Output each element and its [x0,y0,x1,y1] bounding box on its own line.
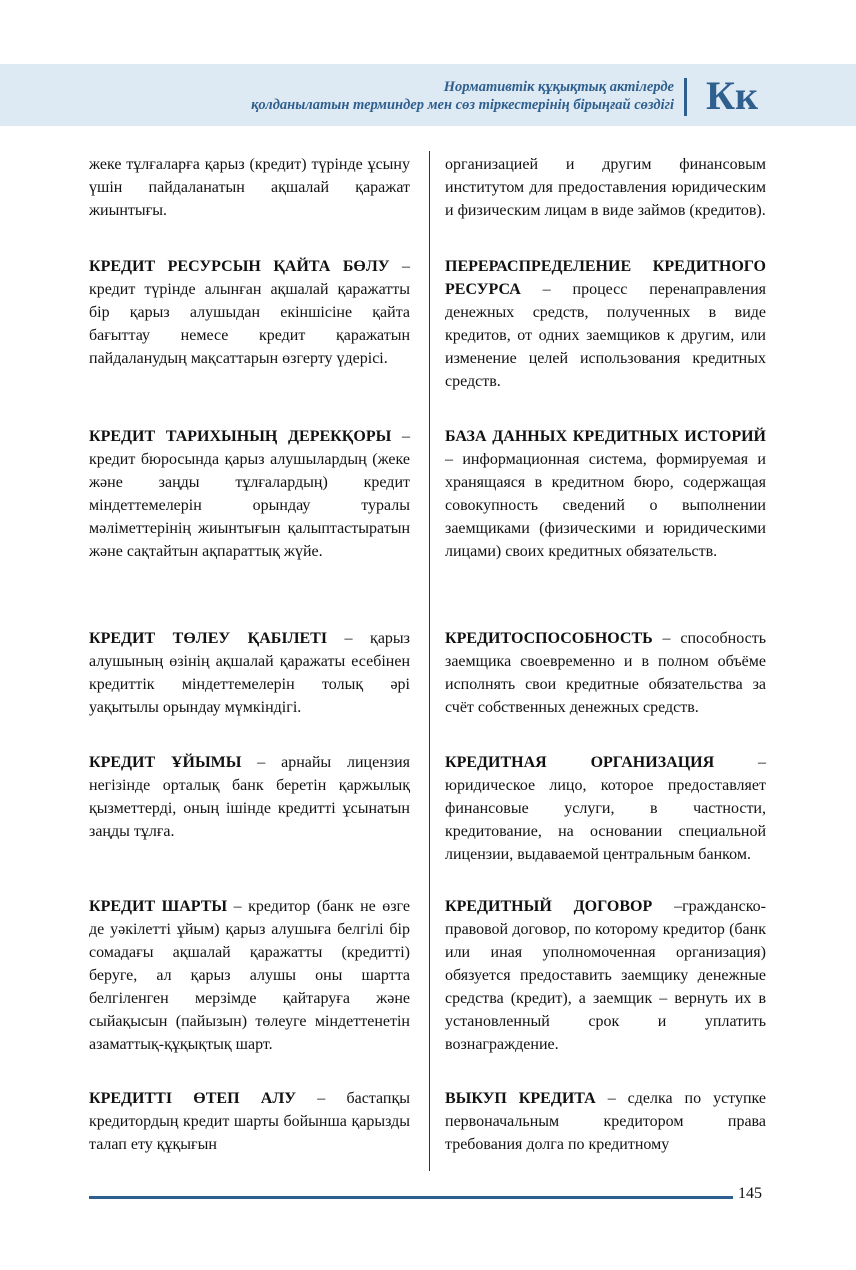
entry-term: ВЫКУП КРЕДИТА [445,1090,596,1107]
glossary-entry [89,627,410,719]
glossary-entry [89,751,410,843]
entry-definition: – сделка по уступке первоначальным кредитором права требования долга по кредитному [445,1090,766,1153]
entry-term: КРЕДИТТІ ӨТЕП АЛУ [89,1090,296,1107]
entry-term: КРЕДИТ ҰЙЫМЫ [89,754,242,771]
glossary-entry [445,627,766,719]
glossary-entry [445,255,766,393]
header-title-line-2: қолданылатын терминдер мен сөз тіркестерінің бірыңғай сөздігі [251,97,674,113]
entry-definition: – юридическое лицо, которое предоставляет финансовые услуги, в частности, кредитование, на основании специальной лицензии, выдаваемой центральным банком. [445,754,766,863]
footer-rule [89,1196,733,1199]
entry-term: БАЗА ДАННЫХ КРЕДИТНЫХ ИСТОРИЙ [445,428,766,445]
entry-definition: – арнайы лицензия негізінде орталық банк беретін қаржылық қызметтерді, оның ішінде кредитті ұсынатын заңды тұлға. [89,754,410,840]
glossary-entry [89,1087,410,1156]
glossary-entry [445,895,766,1056]
entry-definition: – қарыз алушының өзінің ақшалай қаражаты есебінен кредиттік міндеттемелерін толық әрі уақытылы орындау мүмкіндігі. [89,630,410,716]
entry-definition: – кредитор (банк не өзге де уәкілетті ұйым) қарыз алушыға белгілі бір сомадағы ақшалай қаражатты (кредитті) беруге, ал қарыз алушы оны шартта белгіленген мерзімде қайтаруға және сыйақысын (пайызын) төлеуге міндеттенетін азаматтық-құқықтық шарт. [89,898,410,1053]
glossary-entry [445,751,766,866]
entry-term: КРЕДИТНАЯ ОРГАНИЗАЦИЯ [445,754,715,771]
entry-definition: – кредит бюросында қарыз алушылардың (жеке және заңды тұлғалардың) кредит міндеттемелерін орындау туралы мәліметтерінің жиынтығын қалыптастыратын және сақтайтын ақпараттық жүйе. [89,428,410,560]
header-title-line-1: Нормативтік құқықтық актілерде [443,79,674,95]
entry-term: ПЕРЕРАСПРЕДЕЛЕНИЕ КРЕДИТНОГО РЕСУРСА [445,258,766,298]
entry-definition: – кредит түрінде алынған ақшалай қаражатты бір қарыз алушыдан екіншісіне қайта бағыттау немесе кредит қаражатын пайдаланудың мақсаттарын өзгерту үдерісі. [89,258,411,367]
entry-term: КРЕДИТ ШАРТЫ [89,898,228,915]
entry-term: КРЕДИТОСПОСОБНОСТЬ [445,630,653,647]
entry-definition: – способность заемщика своевременно и в полном объёме исполнять свои кредитные обязательства за счёт собственных денежных средств. [445,630,766,716]
entry-term: КРЕДИТ ТӨЛЕУ ҚАБІЛЕТІ [89,630,328,647]
entry-term: КРЕДИТ ТАРИХЫНЫҢ ДЕРЕКҚОРЫ [89,428,392,445]
entry-definition: –гражданско-правовой договор, по которому кредитор (банк или иная уполномоченная организация) обязуется предоставить заемщику денежные средства (кредит), а заемщик – вернуть их в установленный срок и уплатить вознаграждение. [445,898,766,1053]
entry-definition: жеке тұлғаларға қарыз (кредит) түрінде ұсыну үшін пайдаланатын ақшалай қаражат жиынтығы. [89,156,410,219]
entry-definition: – процесс перенаправления денежных средств, полученных в виде кредитов, от одних заемщиков к другим, или изменение целей использования кредитных средств. [445,281,766,390]
glossary-entry [445,1087,766,1156]
header-divider [684,78,687,116]
glossary-entry [445,153,766,222]
section-letter: Кк [706,73,759,118]
glossary-entry [89,895,410,1056]
entry-term: КРЕДИТ РЕСУРСЫН ҚАЙТА БӨЛУ [89,258,390,275]
entry-definition: – информационная система, формируемая и хранящаяся в кредитном бюро, содержащая совокупность сведений о выполнении заемщиками (физическими и юридическими лицами) своих кредитных обязательств. [445,451,766,560]
entry-definition: – бастапқы кредитордың кредит шарты бойынша қарызды талап ету құқығын [89,1090,410,1153]
glossary-entry [89,255,410,370]
glossary-entry [445,425,766,563]
page-number: 145 [738,1185,762,1202]
glossary-entry [89,425,410,563]
column-divider [429,151,430,1171]
page-header [0,64,856,126]
glossary-entry [89,153,410,222]
entry-term: КРЕДИТНЫЙ ДОГОВОР [445,898,653,915]
entry-definition: организацией и другим финансовым институтом для предоставления юридическим и физическим лицам в виде займов (кредитов). [445,156,766,219]
header-title [251,78,674,114]
